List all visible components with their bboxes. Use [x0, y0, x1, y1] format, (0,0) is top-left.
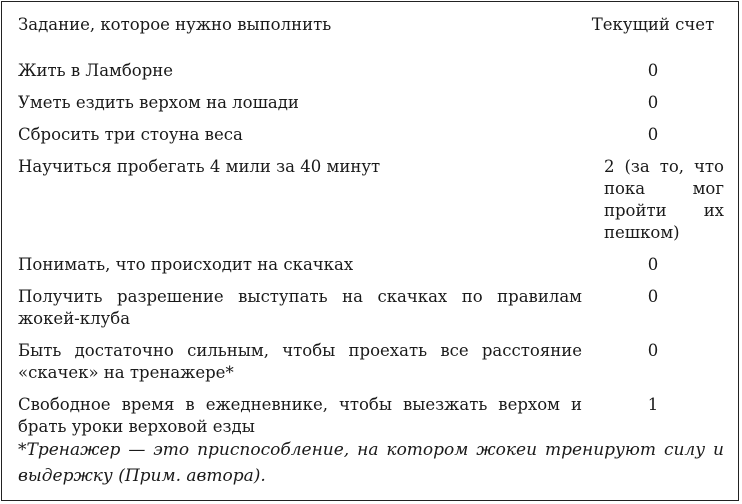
table-row: [18, 286, 724, 340]
table-row: [18, 92, 724, 124]
header-task: Задание, которое нужно выполнить: [18, 15, 332, 34]
footnote: *Тренажер — это приспособление, на котором жокеи тренируют силу и выдержку (Прим. автора).: [18, 440, 724, 486]
tasks-table: [18, 14, 724, 448]
table-row: [18, 340, 724, 394]
table-row: [18, 58, 724, 92]
header-score: Текущий счет: [591, 15, 715, 34]
score-cell: 0: [647, 255, 659, 274]
score-cell: 0: [647, 341, 659, 360]
score-cell: 0: [647, 287, 659, 306]
task-cell: Быть достаточно сильным, чтобы проехать все расстояние «скачек» на тренажере*: [18, 341, 582, 382]
score-cell: 0: [647, 61, 659, 80]
score-cell: 0: [647, 93, 659, 112]
score-cell: 2 (за то, что пока мог пройти их пешком): [604, 157, 724, 242]
task-cell: Получить разрешение выступать на скачках по правилам жокей-клуба: [18, 287, 582, 328]
table-header-row: [18, 14, 724, 58]
table-row: [18, 156, 724, 254]
table-row: [18, 254, 724, 286]
task-cell: Уметь ездить верхом на лошади: [18, 93, 299, 112]
task-cell: Понимать, что происходит на скачках: [18, 255, 354, 274]
task-cell: Жить в Ламборне: [18, 61, 174, 80]
task-cell: Сбросить три стоуна веса: [18, 125, 243, 144]
table-row: [18, 124, 724, 156]
score-cell: 1: [647, 395, 659, 414]
task-cell: Свободное время в ежедневнике, чтобы выезжать верхом и брать уроки верховой езды: [18, 395, 582, 436]
score-cell: 0: [647, 125, 659, 144]
task-cell: Научиться пробегать 4 мили за 40 минут: [18, 157, 381, 176]
